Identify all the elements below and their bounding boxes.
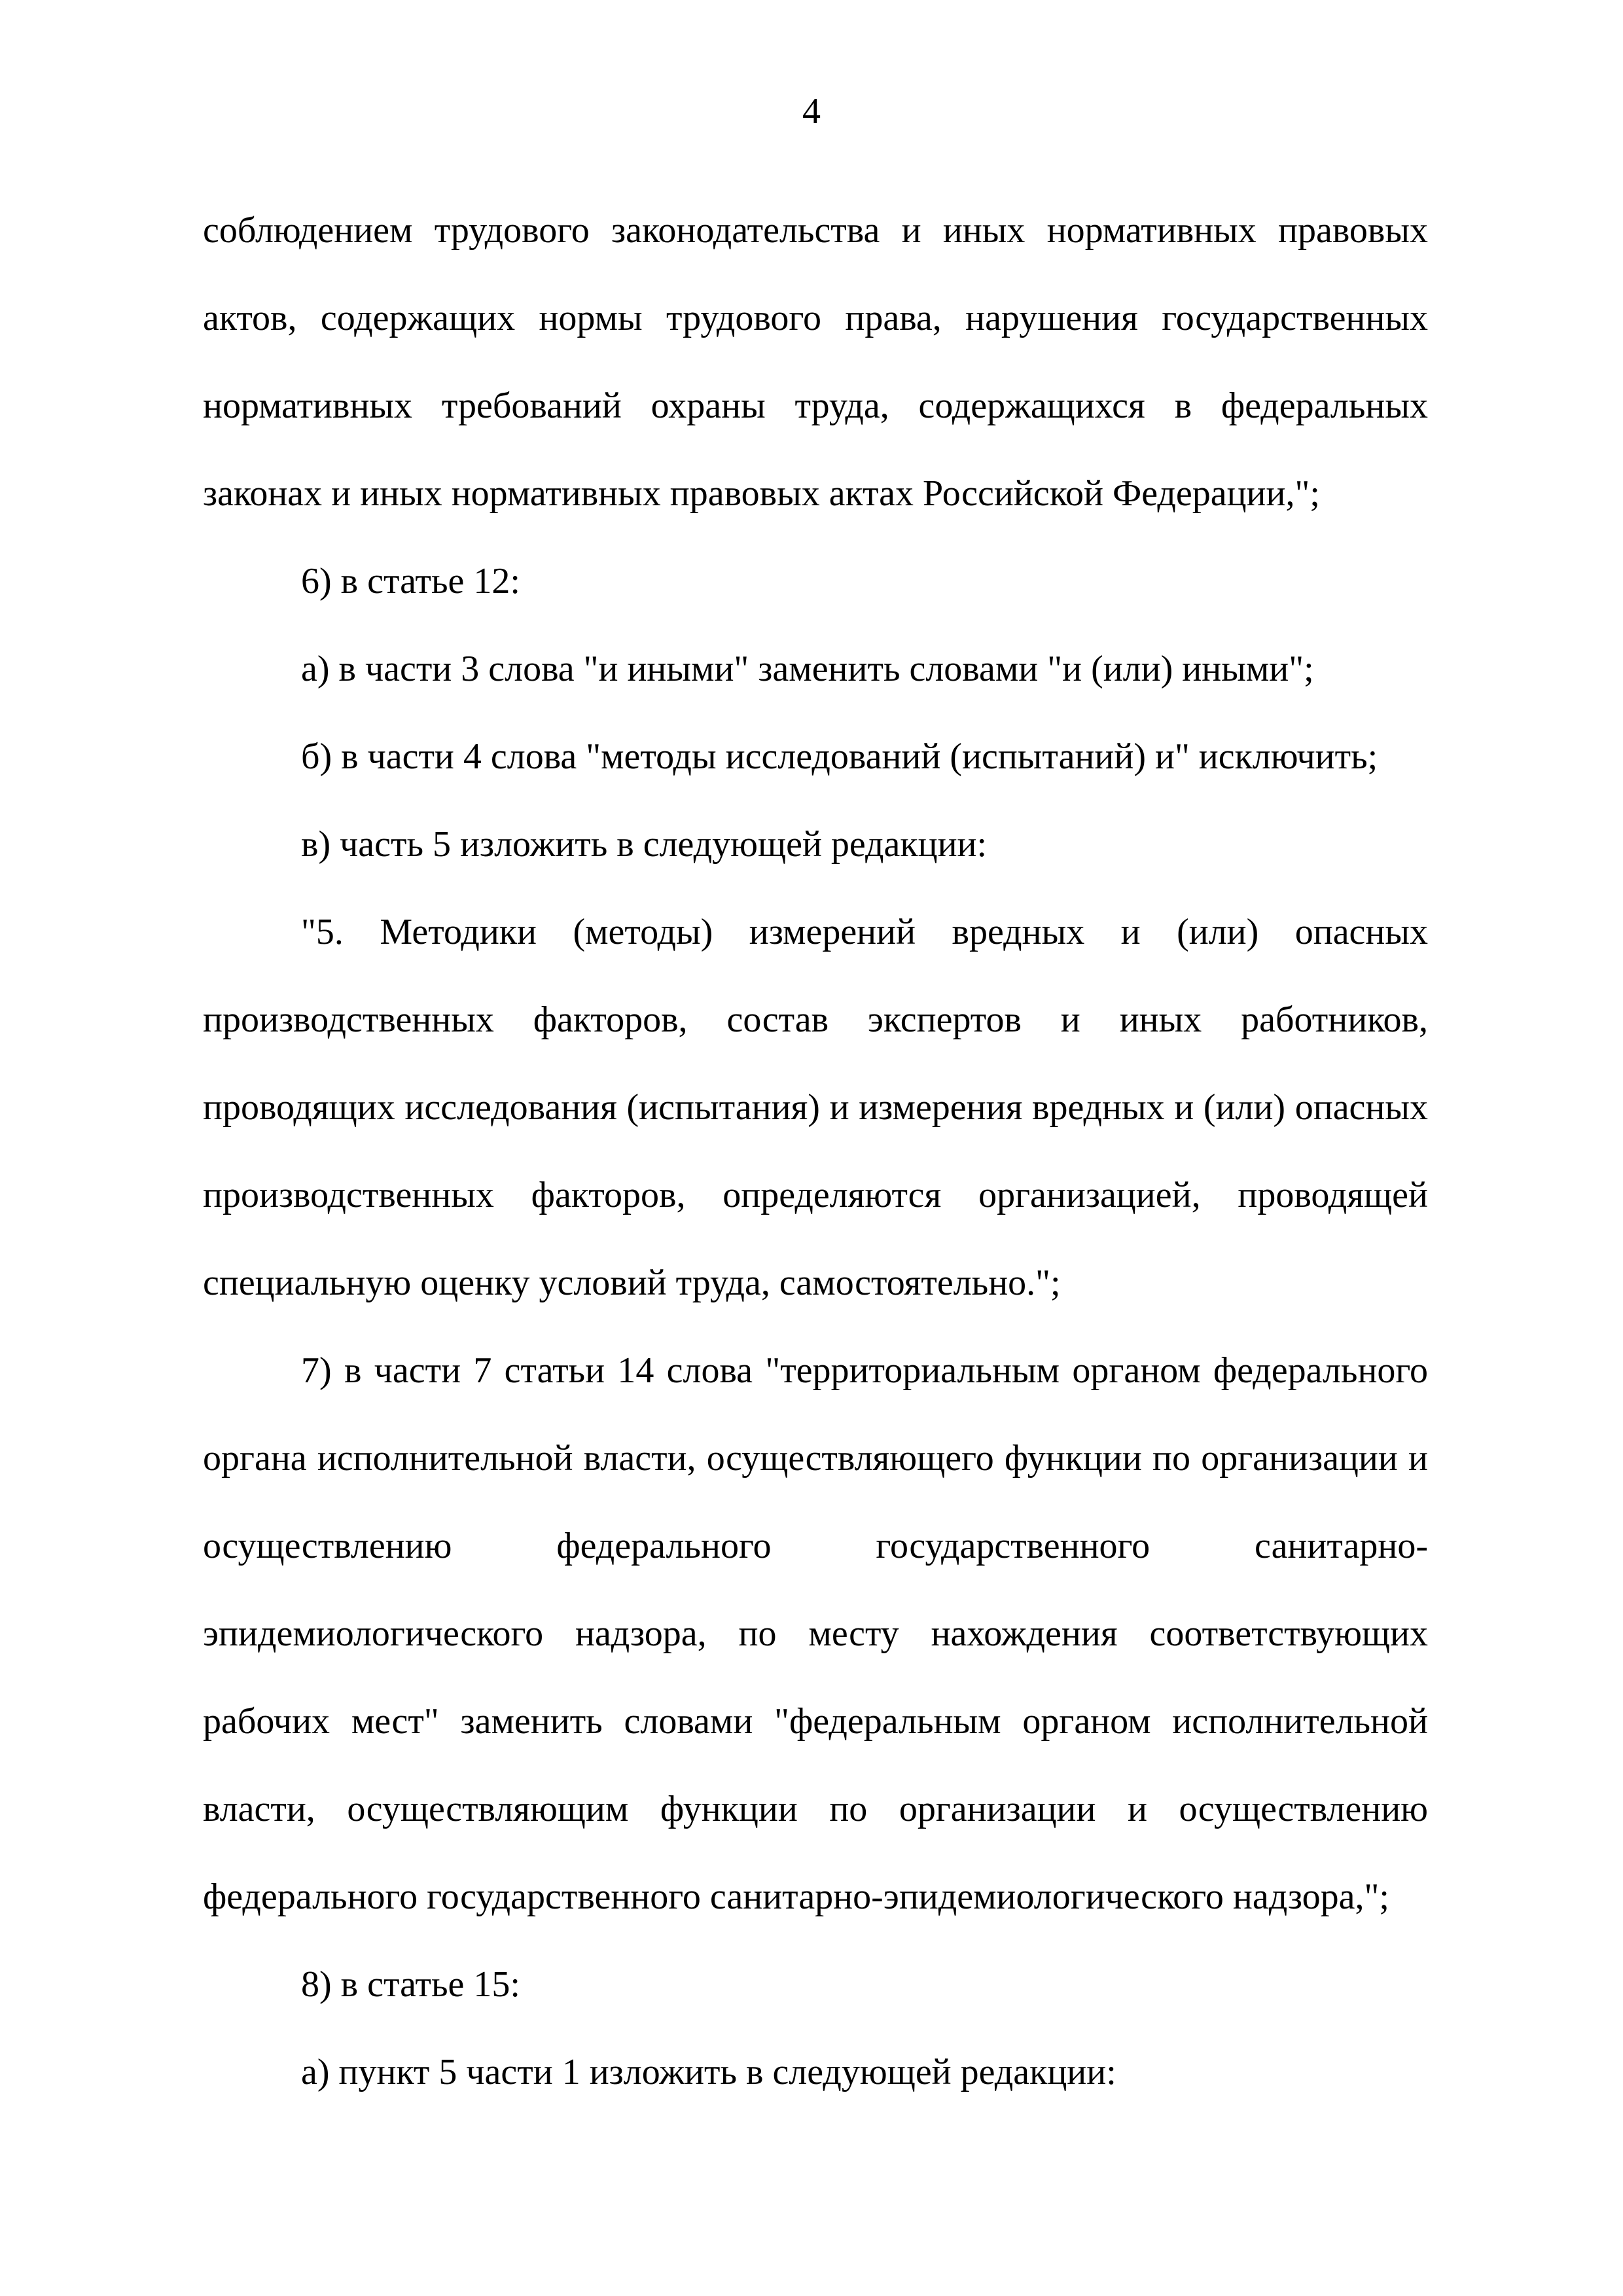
paragraph-item-7: 7) в части 7 статьи 14 слова "территориальным органом федерального органа исполнительной власти, осуществляющего функции по организации и осуществлению федерального государственного санитарно-эпидемиологического надзора, по месту нахождения соответствующих рабочих мест" заменить словами "федеральным органом исполнительной власти, осуществляющим функции по организации и осуществлению федерального государственного санитарно-эпидемиологического надзора,";: [203, 1350, 1428, 1917]
paragraph-item-6a: а) в части 3 слова "и иными" заменить словами "и (или) иными";: [301, 649, 1314, 689]
document-body: [203, 187, 1428, 2116]
paragraph-item-6b: б) в части 4 слова "методы исследований (испытаний) и" исключить;: [301, 736, 1378, 777]
page-number: 4: [802, 91, 821, 132]
paragraph-item-8a: а) пункт 5 части 1 изложить в следующей редакции:: [301, 2052, 1116, 2092]
paragraph-item-6: 6) в статье 12:: [301, 561, 520, 601]
paragraph-continuation: соблюдением трудового законодательства и иных нормативных правовых актов, содержащих нормы трудового права, нарушения государственных нормативных требований охраны труда, содержащихся в федеральных законах и иных нормативных правовых актах Российской Федерации,";: [203, 210, 1428, 514]
paragraph-quote-part-5: "5. Методики (методы) измерений вредных и (или) опасных производственных факторов, состав экспертов и иных работников, проводящих исследования (испытания) и измерения вредных и (или) опасных производственных факторов, определяются организацией, проводящей специальную оценку условий труда, самостоятельно.";: [203, 912, 1428, 1303]
paragraph-item-8: 8) в статье 15:: [301, 1964, 520, 2005]
paragraph-item-6v: в) часть 5 изложить в следующей редакции:: [301, 824, 988, 865]
